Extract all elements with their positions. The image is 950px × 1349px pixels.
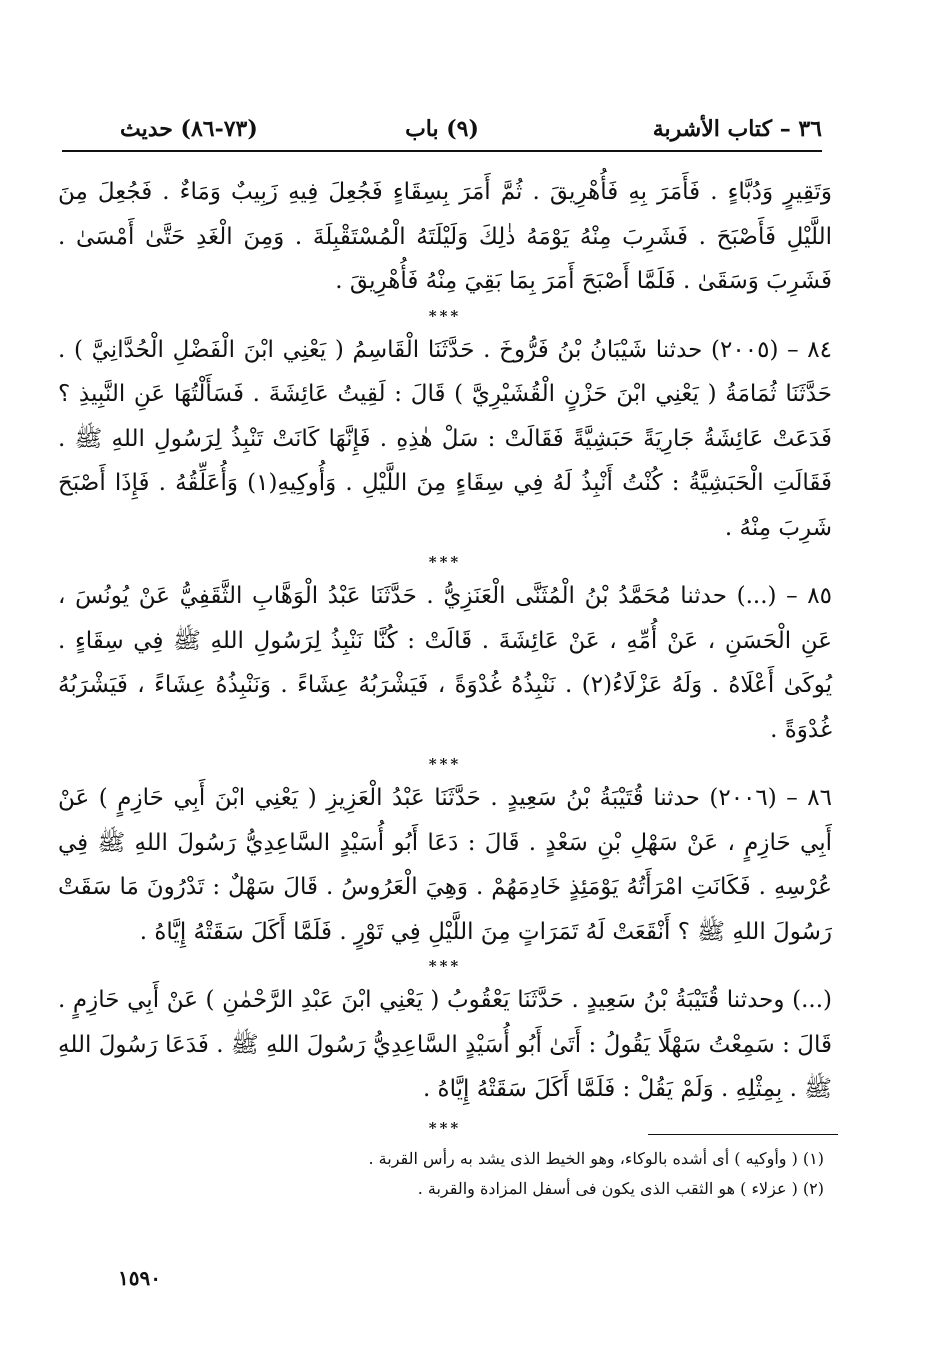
header-hadith-range: (٧٣-٨٦) حديث <box>120 116 258 142</box>
hadith-86-variant: (...) وحدثنا قُتَيْبَةُ بْنُ سَعِيدٍ . حَدَّثَنَا يَعْقُوبُ ( يَعْنِي ابْنَ عَبْدِ الرَّحْمٰنِ ) عَنْ أَبِي حَازِمٍ . قَالَ : سَمِعْتُ سَهْلًا يَقُولُ : أَتَىٰ أَبُو أُسَيْدٍ السَّاعِدِيُّ رَسُولَ اللهِ ﷺ . فَدَعَا رَسُولَ اللهِ ﷺ . بِمِثْلِهِ . وَلَمْ يَقُلْ : فَلَمَّا أَكَلَ سَقَتْهُ إِيَّاهُ . <box>58 987 832 1102</box>
header-chapter: (٩) باب <box>405 116 479 142</box>
header-page-and-book: ٣٦ – كتاب الأشربة <box>652 116 822 142</box>
hadith-84: ٨٤ – (٢٠٠٥) حدثنا شَيْبَانُ بْنُ فَرُّوخَ . حَدَّثَنَا الْقَاسِمُ ( يَعْنِي ابْنَ الْفَضْلِ الْحُدَّانِيَّ ) . حَدَّثَنَا ثُمَامَةُ ( يَعْنِي ابْنَ حَزْنٍ الْقُشَيْرِيَّ ) قَالَ : لَقِيتُ عَائِشَةَ . فَسَأَلْتُهَا عَنِ النَّبِيذِ ؟ فَدَعَتْ عَائِشَةُ جَارِيَةً حَبَشِيَّةً فَقَالَتْ : سَلْ هٰذِهِ . فَإِنَّهَا كَانَتْ تَنْبِذُ لِرَسُولِ اللهِ ﷺ . فَقَالَتِ الْحَبَشِيَّةُ : كُنْتُ أَنْبِذُ لَهُ فِي سِقَاءٍ مِنَ اللَّيْلِ . وَأُوكِيهِ(١) وَأُعَلِّقُهُ . فَإِذَا أَصْبَحَ شَرِبَ مِنْهُ . <box>58 336 832 541</box>
hadith-86: ٨٦ – (٢٠٠٦) حدثنا قُتَيْبَةُ بْنُ سَعِيدٍ . حَدَّثَنَا عَبْدُ الْعَزِيزِ ( يَعْنِي ابْنَ أَبِي حَازِمٍ ) عَنْ أَبِي حَازِمٍ ، عَنْ سَهْلِ بْنِ سَعْدٍ . قَالَ : دَعَا أَبُو أُسَيْدٍ السَّاعِدِيُّ رَسُولَ اللهِ ﷺ فِي عُرْسِهِ . فَكَانَتِ امْرَأَتُهُ يَوْمَئِذٍ خَادِمَهُمْ . وَهِيَ الْعَرُوسُ . قَالَ سَهْلٌ : تَدْرُونَ مَا سَقَتْ رَسُولَ اللهِ ﷺ ؟ أَنْقَعَتْ لَهُ تَمَرَاتٍ مِنَ اللَّيْلِ فِي تَوْرٍ . فَلَمَّا أَكَلَ سَقَتْهُ إِيَّاهُ . <box>58 785 832 945</box>
main-text <box>58 170 832 1140</box>
separator: *** <box>428 1118 462 1137</box>
paragraph-continuation: وَتَقِيرٍ وَدُبَّاءٍ . فَأَمَرَ بِهِ فَأُهْرِيقَ . ثُمَّ أَمَرَ بِسِقَاءٍ فَجُعِلَ فِيهِ زَبِيبٌ وَمَاءٌ . فَجُعِلَ مِنَ اللَّيْلِ فَأَصْبَحَ . فَشَرِبَ مِنْهُ يَوْمَهُ ذٰلِكَ وَلَيْلَتَهُ الْمُسْتَقْبِلَةَ . وَمِنَ الْغَدِ حَتَّىٰ أَمْسَىٰ . فَشَرِبَ وَسَقَىٰ . فَلَمَّا أَصْبَحَ أَمَرَ بِمَا بَقِيَ مِنْهُ فَأُهْرِيقَ . <box>58 179 832 294</box>
page-number: ١٥٩٠ <box>118 1266 161 1290</box>
page-header <box>62 112 822 152</box>
separator: *** <box>428 553 462 571</box>
separator: *** <box>428 755 462 773</box>
hadith-85: ٨٥ – (...) حدثنا مُحَمَّدُ بْنُ الْمُثَنَّى الْعَنَزِيُّ . حَدَّثَنَا عَبْدُ الْوَهَّابِ الثَّقَفِيُّ عَنْ يُونُسَ ، عَنِ الْحَسَنِ ، عَنْ أُمِّهِ ، عَنْ عَائِشَةَ . قَالَتْ : كُنَّا نَنْبِذُ لِرَسُولِ اللهِ ﷺ فِي سِقَاءٍ . يُوكَىٰ أَعْلَاهُ . وَلَهُ عَزْلَاءُ(٢) . نَنْبِذُهُ غُدْوَةً ، فَيَشْرَبُهُ عِشَاءً . وَنَنْبِذُهُ عِشَاءً ، فَيَشْرَبُهُ غُدْوَةً . <box>58 583 832 743</box>
footnote-1: (١) ( وأوكيه ) أى أشده بالوكاء، وهو الخيط الذى يشد به رأس القربة . <box>368 1149 824 1168</box>
footnotes <box>300 1144 824 1204</box>
footnote-rule <box>648 1134 838 1135</box>
separator: *** <box>428 957 462 975</box>
separator: *** <box>428 306 462 325</box>
footnote-2: (٢) ( عزلاء ) هو الثقب الذى يكون فى أسفل المزادة والقربة . <box>417 1179 824 1198</box>
